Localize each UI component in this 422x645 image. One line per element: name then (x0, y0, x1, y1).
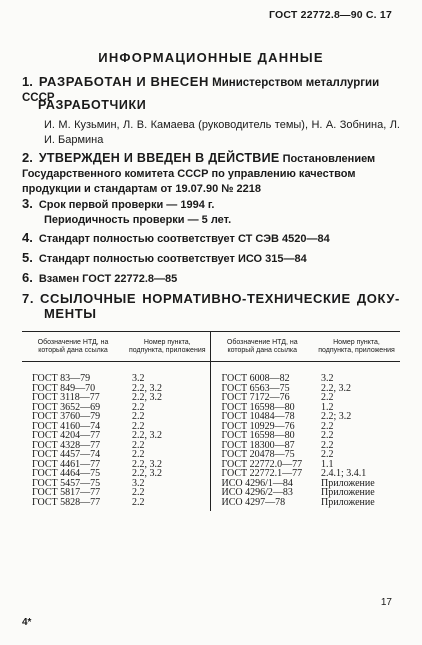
clause-number-cell: 2.2, 3.2 (321, 382, 352, 394)
item-text: Постановлением Государственного комитета СССР по управлению качеством продукции и стандартам от 19.07.90 № 2218 (22, 153, 376, 195)
item-4 (22, 230, 400, 247)
ntd-designation-cell: ГОСТ 6563—75 (221, 382, 290, 394)
ntd-designation-cell: ГОСТ 4204—77 (32, 430, 101, 441)
item-7-heading (22, 291, 400, 321)
ntd-designation-cell: ГОСТ 7172—76 (221, 392, 290, 403)
item-3 (22, 196, 400, 228)
clause-number-cell: 2.2, 3.2 (124, 431, 211, 441)
clause-number-cell: 2.2, 3.2 (124, 469, 211, 479)
item-number: 3. (22, 196, 33, 211)
ntd-designation-cell: ГОСТ 16598—80 (221, 430, 295, 441)
item-number: 2. (22, 150, 33, 165)
item-text: Стандарт полностью соответствует ИСО 315—84 (38, 253, 307, 265)
ntd-designation-cell: ГОСТ 16598—80 (221, 401, 295, 413)
first-check-text: Срок первой проверки — 1994 г. (38, 199, 215, 211)
item-2 (22, 150, 400, 197)
clause-number-cell: 2.2 (321, 430, 334, 441)
item-text: Взамен ГОСТ 22772.8—85 (38, 273, 178, 285)
item-number: 6. (22, 270, 33, 285)
ntd-designation-cell: ГОСТ 4328—77 (32, 439, 101, 451)
ntd-designation-cell: ГОСТ 3118—77 (32, 392, 100, 403)
page-title: ИНФОРМАЦИОННЫЕ ДАННЫЕ (98, 50, 324, 65)
item-text: Стандарт полностью соответствует СТ СЭВ 4520—84 (38, 233, 330, 245)
clause-number-cell: 2.2 (124, 441, 211, 451)
clause-number-cell: 2.2 (321, 392, 334, 403)
ntd-designation-cell: ГОСТ 4457—74 (32, 449, 101, 460)
clause-number-cell: 3.2 (321, 373, 334, 384)
clause-number-cell: 2.2, 3.2 (124, 460, 211, 470)
ntd-designation-cell: ГОСТ 22772.0—77 (221, 458, 303, 470)
clause-number-cell: 3.2 (124, 374, 211, 384)
ntd-designation-cell: ГОСТ 6008—82 (221, 373, 290, 384)
item-number: 1. (22, 74, 33, 89)
developers-heading: РАЗРАБОТЧИКИ (38, 98, 147, 112)
ntd-designation-cell: ИСО 4296/2—83 (221, 487, 293, 498)
clause-number-cell: Приложение (321, 487, 375, 498)
ntd-designation-cell: ГОСТ 10929—76 (221, 420, 295, 432)
running-header: ГОСТ 22772.8—90 С. 17 (269, 9, 392, 21)
clause-number-cell: 2.2 (124, 422, 211, 432)
heading-word: ДОКУ- (356, 291, 400, 306)
item-heading: УТВЕРЖДЕН И ВВЕДЕН В ДЕЙСТВИЕ (38, 151, 280, 165)
clause-number-cell: 2.2 (124, 403, 211, 413)
ntd-designation-cell: ГОСТ 18300—87 (221, 439, 295, 451)
ntd-designation-cell: ГОСТ 4461—77 (32, 458, 101, 470)
ntd-designation-cell: ГОСТ 5828—77 (32, 496, 101, 508)
clause-number-cell: 1.2 (321, 401, 334, 413)
ntd-designation-cell: ГОСТ 10484—78 (221, 411, 295, 422)
ntd-designation-cell: ИСО 4297—78 (221, 496, 286, 508)
heading-word: НОРМАТИВНО-ТЕХНИЧЕСКИЕ (142, 291, 351, 306)
clause-number-cell: 2.4.1; 3.4.1 (321, 468, 367, 479)
item-text: Министерством металлургии СССР (22, 77, 380, 104)
clause-number-cell: 2.2 (321, 420, 334, 432)
print-mark: 4* (22, 617, 32, 628)
clause-number-cell: 3.2 (124, 479, 211, 489)
table-row (22, 498, 400, 512)
clause-number-cell: 2.2, 3.2 (124, 393, 211, 403)
developers-list: И. М. Кузьмин, Л. В. Камаева (руководитель темы), Н. А. Зобнина, Л. И. Бармина (44, 119, 400, 146)
ntd-designation-cell: ГОСТ 4464—75 (32, 468, 101, 479)
item-heading: РАЗРАБОТАН И ВНЕСЕН (38, 74, 210, 89)
clause-number-cell: 2.2, 3.2 (124, 384, 211, 394)
ntd-designation-cell: ГОСТ 22772.1—77 (221, 468, 303, 479)
clause-number-cell: 2.2 (124, 488, 211, 498)
ntd-designation-cell: ГОСТ 3760—79 (32, 411, 101, 422)
column-header: Номер пункта, подпункта, приложения (313, 332, 400, 362)
ntd-designation-cell: ИСО 4296/1—84 (221, 477, 293, 489)
clause-number-cell: 2.2 (124, 450, 211, 460)
ntd-designation-cell: ГОСТ 849—70 (32, 382, 96, 394)
heading-word: МЕНТЫ (44, 306, 97, 321)
heading-word: ССЫЛОЧНЫЕ (40, 291, 137, 306)
ntd-designation-cell: ГОСТ 5817—77 (32, 487, 101, 498)
clause-number-cell: 2.2 (124, 498, 211, 512)
clause-number-cell: 2.2 (124, 412, 211, 422)
column-header: Обозначение НТД, на который дана ссылка (22, 332, 124, 362)
column-header: Обозначение НТД, на который дана ссылка (211, 332, 313, 362)
item-5 (22, 250, 400, 267)
table-header-row (22, 332, 400, 362)
page-number: 17 (380, 597, 392, 608)
references-table (22, 331, 400, 511)
column-header: Номер пункта, подпункта, приложения (124, 332, 211, 362)
item-number: 7. (22, 291, 35, 306)
clause-number-cell: Приложение (321, 496, 375, 508)
ntd-designation-cell: ГОСТ 5457—75 (32, 477, 101, 489)
clause-number-cell: 2.2 (321, 449, 334, 460)
item-number: 4. (22, 230, 33, 245)
ntd-designation-cell: ГОСТ 20478—75 (221, 449, 295, 460)
clause-number-cell: 2.2 (321, 439, 334, 451)
clause-number-cell: 1.1 (321, 458, 334, 470)
ntd-designation-cell: ГОСТ 4160—74 (32, 420, 101, 432)
ntd-designation-cell: ГОСТ 3652—69 (32, 401, 101, 413)
item-number: 5. (22, 250, 33, 265)
item-6 (22, 270, 400, 287)
check-period-text: Периодичность проверки — 5 лет. (44, 214, 232, 226)
ntd-designation-cell: ГОСТ 83—79 (32, 373, 91, 384)
clause-number-cell: 2.2; 3.2 (321, 411, 352, 422)
clause-number-cell: Приложение (321, 477, 375, 489)
